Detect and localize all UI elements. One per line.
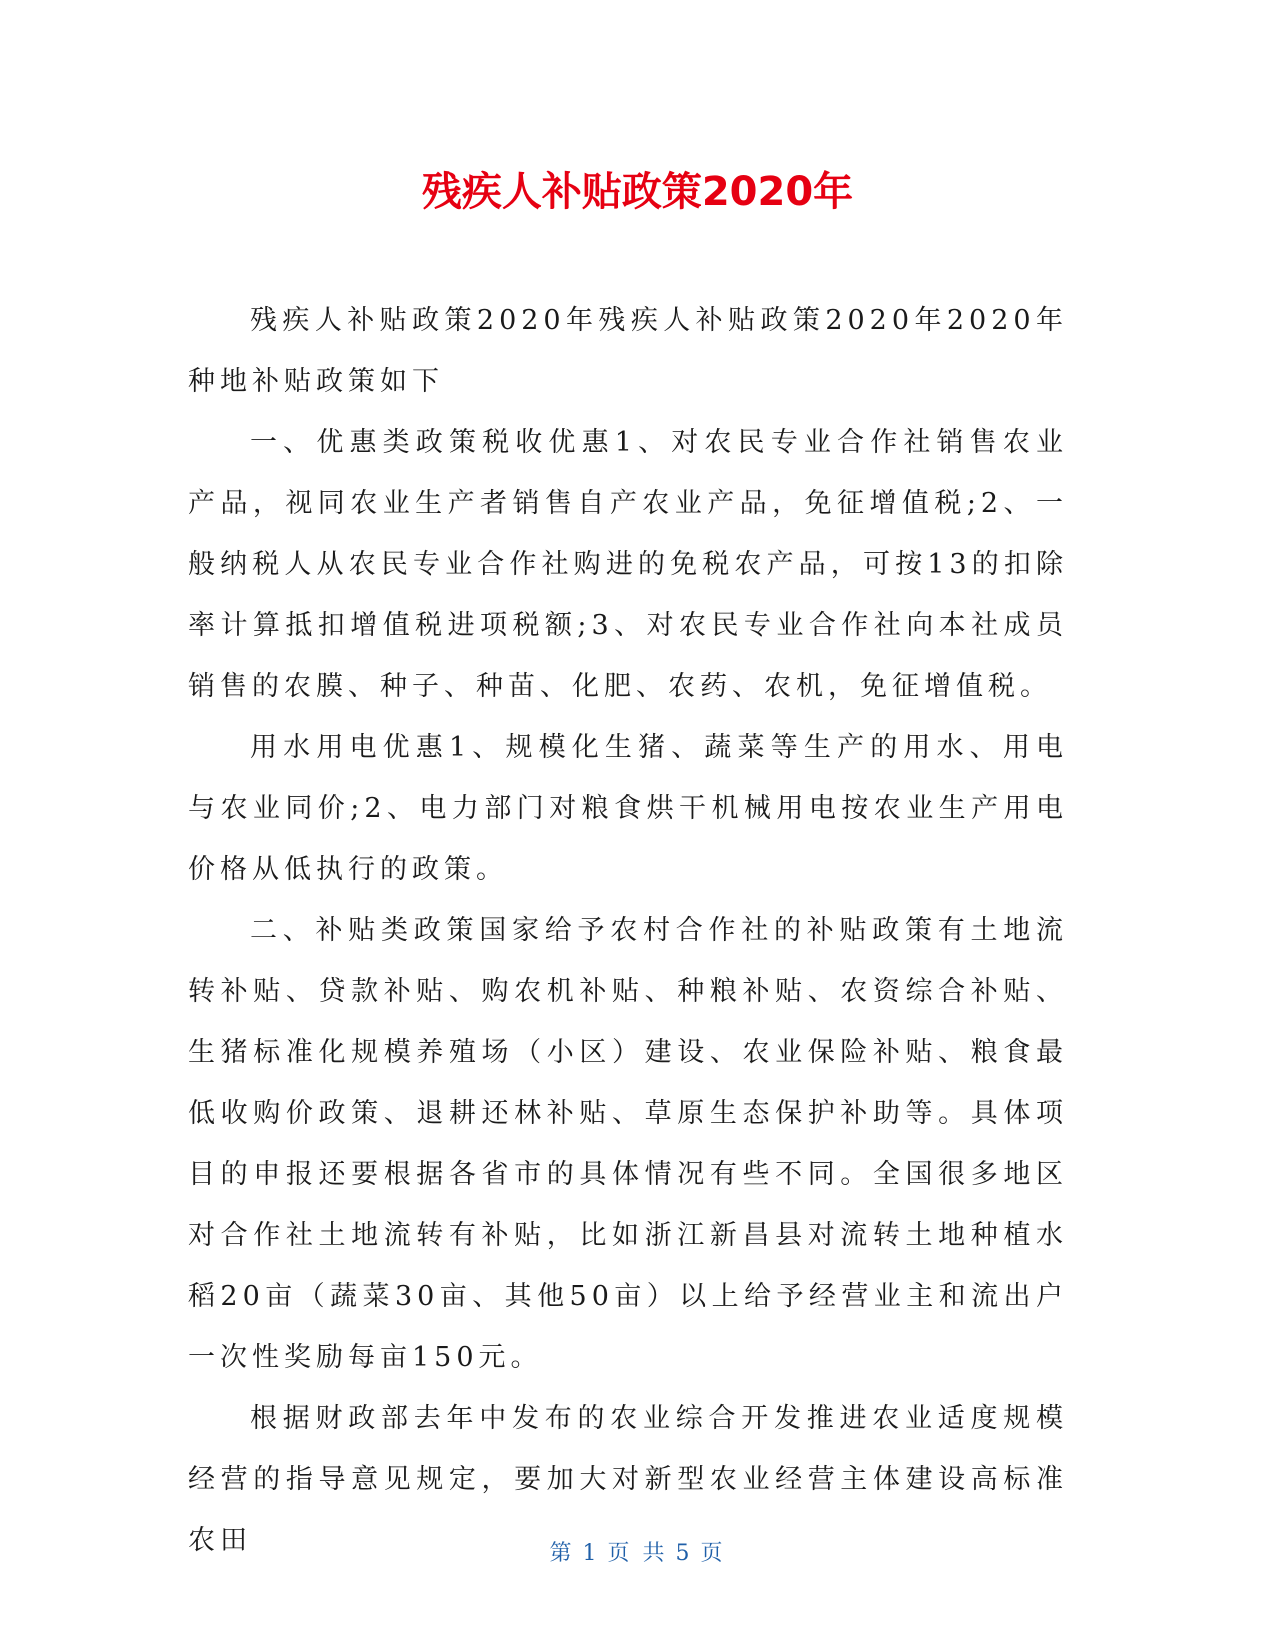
page-footer [0, 1536, 1275, 1567]
total-pages-number: 5 [675, 1541, 693, 1566]
paragraph-water-electricity: 用水用电优惠1、规模化生猪、蔬菜等生产的用水、用电与农业同价;2、电力部门对粮食烘干机械用电按农业生产用电价格从低执行的政策。 [188, 732, 1068, 885]
page-label-prefix: 第 [549, 1541, 575, 1566]
document-title: 残疾人补贴政策2020年 [421, 169, 854, 215]
paragraph-finance-ministry: 根据财政部去年中发布的农业综合开发推进农业适度规模经营的指导意见规定，要加大对新型农业经营主体建设高标准农田 [188, 1403, 1068, 1556]
paragraph-subsidy-policy: 二、补贴类政策国家给予农村合作社的补贴政策有土地流转补贴、贷款补贴、购农机补贴、种粮补贴、农资综合补贴、生猪标准化规模养殖场（小区）建设、农业保险补贴、粮食最低收购价政策、退耕还林补贴、草原生态保护补助等。具体项目的申报还要根据各省市的具体情况有些不同。全国很多地区对合作社土地流转有补贴，比如浙江新昌县对流转土地种植水稻20亩（蔬菜30亩、其他50亩）以上给予经营业主和流出户一次性奖励每亩150元。 [188, 915, 1068, 1373]
page-label-suffix: 页 [700, 1541, 726, 1566]
paragraph-preferential-policy: 一、优惠类政策税收优惠1、对农民专业合作社销售农业产品，视同农业生产者销售自产农业产品，免征增值税;2、一般纳税人从农民专业合作社购进的免税农产品，可按13的扣除率计算抵扣增值税进项税额;3、对农民专业合作社向本社成员销售的农膜、种子、种苗、化肥、农药、农机，免征增值税。 [188, 427, 1068, 702]
paragraph-intro: 残疾人补贴政策2020年残疾人补贴政策2020年2020年种地补贴政策如下 [188, 305, 1068, 397]
current-page-number: 1 [582, 1541, 600, 1566]
page-label-mid: 页 共 [607, 1541, 668, 1566]
document-body [188, 290, 1068, 1571]
